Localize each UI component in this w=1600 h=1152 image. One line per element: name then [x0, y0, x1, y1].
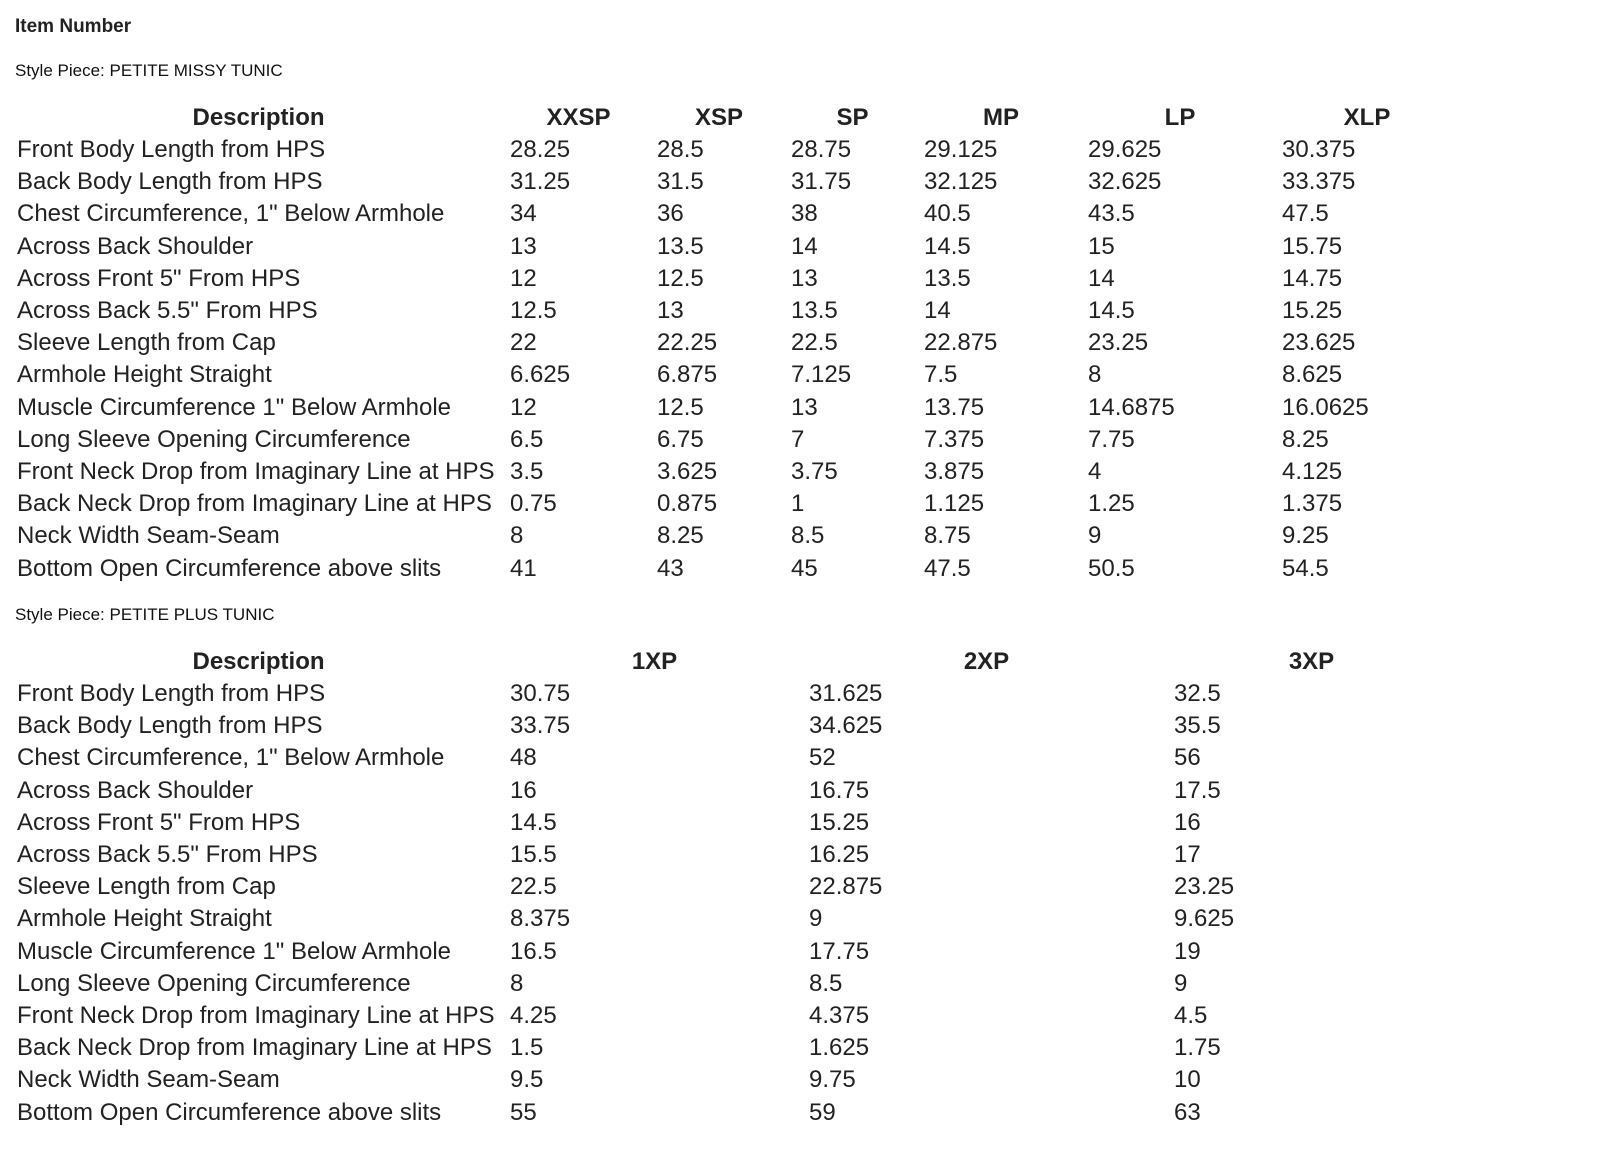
measurement-value: 14.75: [1282, 264, 1343, 292]
measurement-description: Bottom Open Circumference above slits: [17, 1098, 442, 1126]
measurement-value: 28.75: [791, 136, 852, 164]
measurement-value: 13: [510, 232, 537, 260]
table-row: [12, 263, 1457, 295]
column-header-size: XSP: [694, 104, 744, 131]
table-row: [12, 198, 1457, 230]
measurement-value: 48: [510, 744, 537, 772]
measurement-value: 9.25: [1282, 522, 1329, 550]
measurement-value: 40.5: [924, 200, 971, 228]
measurement-value: 4.375: [809, 1001, 870, 1029]
column-header-size: 3XP: [1288, 648, 1335, 675]
measurement-description: Back Neck Drop from Imaginary Line at HPS: [17, 490, 492, 518]
column-header-size: 2XP: [963, 648, 1010, 675]
measurement-value: 54.5: [1282, 554, 1329, 582]
measurement-value: 14: [924, 297, 951, 325]
measurement-description: Armhole Height Straight: [17, 361, 272, 389]
table-row: [12, 807, 1454, 839]
table-row: [12, 424, 1457, 456]
measurement-value: 31.625: [809, 680, 883, 708]
measurement-value: 4.5: [1174, 1001, 1208, 1029]
measurement-value: 43.5: [1088, 200, 1135, 228]
measurement-value: 14: [1088, 264, 1115, 292]
measurement-value: 13: [791, 393, 818, 421]
measurement-value: 23.25: [1088, 329, 1149, 357]
table-row: [12, 456, 1457, 488]
column-header-size: MP: [983, 104, 1019, 131]
measurement-value: 8.375: [510, 905, 571, 933]
measurement-value: 32.125: [924, 168, 998, 196]
measurement-value: 1.375: [1282, 490, 1343, 518]
table-row: [12, 359, 1457, 391]
measurement-value: 9: [809, 905, 823, 933]
measurement-description: Muscle Circumference 1" Below Armhole: [17, 937, 452, 965]
measurement-value: 16.0625: [1282, 393, 1369, 421]
measurement-value: 63: [1174, 1098, 1201, 1126]
measurement-description: Back Body Length from HPS: [17, 712, 323, 740]
table-row: [12, 936, 1454, 968]
measurement-description: Front Neck Drop from Imaginary Line at HPS: [17, 1001, 495, 1029]
measurement-value: 33.75: [510, 712, 571, 740]
table-header-row: [12, 100, 1457, 134]
measurement-value: 1.625: [809, 1034, 870, 1062]
measurement-value: 45: [791, 554, 818, 582]
measurement-value: 38: [791, 200, 818, 228]
measurement-value: 43: [657, 554, 684, 582]
table-row: [12, 134, 1457, 166]
measurement-description: Chest Circumference, 1" Below Armhole: [17, 200, 445, 228]
measurement-value: 7.125: [791, 361, 852, 389]
measurement-value: 34: [510, 200, 537, 228]
measurement-value: 1: [791, 490, 805, 518]
table-row: [12, 742, 1454, 774]
measurement-description: Neck Width Seam-Seam: [17, 522, 280, 550]
measurement-value: 12: [510, 393, 537, 421]
measurement-value: 23.25: [1174, 873, 1235, 901]
measurement-value: 41: [510, 554, 537, 582]
measurement-value: 14.6875: [1088, 393, 1175, 421]
measurement-description: Long Sleeve Opening Circumference: [17, 969, 411, 997]
measurement-value: 9: [1088, 522, 1102, 550]
measurement-value: 14.5: [1088, 297, 1135, 325]
measurement-value: 7: [791, 425, 805, 453]
measurement-value: 16.25: [809, 841, 870, 869]
column-header-description: Description: [192, 104, 325, 131]
item-number-heading: Item Number: [15, 16, 132, 37]
measurement-value: 22.5: [791, 329, 838, 357]
measurement-description: Muscle Circumference 1" Below Armhole: [17, 393, 452, 421]
table-row: [12, 231, 1457, 263]
measurement-value: 16.75: [809, 776, 870, 804]
measurement-value: 12.5: [657, 393, 704, 421]
measurement-value: 34.625: [809, 712, 883, 740]
table-row: [12, 775, 1454, 807]
measurement-value: 30.75: [510, 680, 571, 708]
measurement-value: 15.25: [809, 808, 870, 836]
table-row: [12, 871, 1454, 903]
table-row: [12, 488, 1457, 520]
measurement-value: 14.5: [510, 808, 557, 836]
table-row: [12, 1096, 1454, 1128]
measurement-description: Neck Width Seam-Seam: [17, 1066, 280, 1094]
measurement-value: 6.625: [510, 361, 571, 389]
measurement-description: Front Neck Drop from Imaginary Line at HPS: [17, 457, 495, 485]
measurement-value: 22.25: [657, 329, 718, 357]
measurement-value: 9.5: [510, 1066, 544, 1094]
measurement-value: 31.25: [510, 168, 571, 196]
measurement-value: 59: [809, 1098, 836, 1126]
measurement-value: 8.25: [1282, 425, 1329, 453]
measurement-value: 33.375: [1282, 168, 1356, 196]
measurement-value: 14: [791, 232, 818, 260]
measurement-value: 23.625: [1282, 329, 1356, 357]
measurement-value: 19: [1174, 937, 1201, 965]
table-row: [12, 839, 1454, 871]
measurement-value: 17.75: [809, 937, 870, 965]
measurement-value: 13.5: [791, 297, 838, 325]
measurement-value: 17: [1174, 841, 1201, 869]
measurement-description: Across Back 5.5" From HPS: [17, 841, 318, 869]
table-row: [12, 392, 1457, 424]
column-header-size: XLP: [1343, 104, 1391, 131]
measurement-value: 8.25: [657, 522, 704, 550]
measurement-value: 9.625: [1174, 905, 1235, 933]
measurement-value: 13.75: [924, 393, 985, 421]
measurement-value: 12.5: [510, 297, 557, 325]
measurement-value: 14.5: [924, 232, 971, 260]
measurement-value: 35.5: [1174, 712, 1221, 740]
column-header-description: Description: [192, 648, 325, 675]
measurement-value: 1.75: [1174, 1034, 1221, 1062]
table-row: [12, 552, 1457, 584]
measurement-description: Back Body Length from HPS: [17, 168, 323, 196]
measurement-value: 13: [791, 264, 818, 292]
measurement-value: 13.5: [657, 232, 704, 260]
measurement-value: 16.5: [510, 937, 557, 965]
measurement-value: 9: [1174, 969, 1188, 997]
measurement-value: 32.5: [1174, 680, 1221, 708]
measurement-value: 52: [809, 744, 836, 772]
measurement-value: 15.25: [1282, 297, 1343, 325]
measurement-value: 32.625: [1088, 168, 1162, 196]
measurement-value: 6.875: [657, 361, 718, 389]
measurement-description: Armhole Height Straight: [17, 905, 272, 933]
column-header-size: LP: [1164, 104, 1196, 131]
measurement-value: 22.875: [924, 329, 998, 357]
measurement-value: 56: [1174, 744, 1201, 772]
measurement-value: 4.25: [510, 1001, 557, 1029]
table-row: [12, 903, 1454, 935]
size-spec-table-missy: [12, 100, 1457, 585]
measurement-value: 7.5: [924, 361, 958, 389]
measurement-description: Across Front 5" From HPS: [17, 808, 301, 836]
measurement-value: 36: [657, 200, 684, 228]
measurement-value: 31.75: [791, 168, 852, 196]
measurement-value: 7.375: [924, 425, 985, 453]
measurement-value: 8.625: [1282, 361, 1343, 389]
measurement-description: Chest Circumference, 1" Below Armhole: [17, 744, 445, 772]
measurement-value: 16: [1174, 808, 1201, 836]
measurement-value: 9.75: [809, 1066, 856, 1094]
measurement-value: 17.5: [1174, 776, 1221, 804]
table-row: [12, 520, 1457, 552]
measurement-value: 3.5: [510, 457, 544, 485]
measurement-description: Front Body Length from HPS: [17, 680, 326, 708]
measurement-value: 15.5: [510, 841, 557, 869]
measurement-value: 8: [510, 522, 524, 550]
measurement-description: Long Sleeve Opening Circumference: [17, 425, 411, 453]
column-header-size: XXSP: [546, 104, 611, 131]
measurement-value: 22.875: [809, 873, 883, 901]
style-piece-label-plus: Style Piece: PETITE PLUS TUNIC: [15, 605, 275, 624]
measurement-value: 47.5: [1282, 200, 1329, 228]
measurement-value: 8: [1088, 361, 1102, 389]
measurement-description: Sleeve Length from Cap: [17, 329, 276, 357]
measurement-value: 8.5: [809, 969, 843, 997]
measurement-value: 28.25: [510, 136, 571, 164]
table-row: [12, 295, 1457, 327]
measurement-value: 29.625: [1088, 136, 1162, 164]
measurement-description: Back Neck Drop from Imaginary Line at HPS: [17, 1034, 492, 1062]
measurement-description: Across Front 5" From HPS: [17, 264, 301, 292]
measurement-value: 12.5: [657, 264, 704, 292]
measurement-description: Across Back Shoulder: [17, 776, 254, 804]
table-header-row: [12, 644, 1454, 678]
measurement-value: 0.875: [657, 490, 718, 518]
measurement-value: 1.125: [924, 490, 985, 518]
measurement-value: 4.125: [1282, 457, 1343, 485]
measurement-description: Bottom Open Circumference above slits: [17, 554, 442, 582]
table-row: [12, 1064, 1454, 1096]
measurement-value: 4: [1088, 457, 1102, 485]
column-header-size: 1XP: [631, 648, 678, 675]
table-row: [12, 710, 1454, 742]
measurement-value: 8: [510, 969, 524, 997]
measurement-value: 30.375: [1282, 136, 1356, 164]
measurement-value: 31.5: [657, 168, 704, 196]
measurement-value: 29.125: [924, 136, 998, 164]
size-spec-table-plus: [12, 644, 1454, 1129]
measurement-value: 8.5: [791, 522, 825, 550]
measurement-description: Front Body Length from HPS: [17, 136, 326, 164]
measurement-value: 15.75: [1282, 232, 1343, 260]
measurement-value: 13: [657, 297, 684, 325]
measurement-value: 15: [1088, 232, 1115, 260]
measurement-value: 22.5: [510, 873, 557, 901]
measurement-value: 13.5: [924, 264, 971, 292]
measurement-value: 47.5: [924, 554, 971, 582]
measurement-value: 28.5: [657, 136, 704, 164]
measurement-value: 3.75: [791, 457, 838, 485]
style-piece-label-missy: Style Piece: PETITE MISSY TUNIC: [15, 61, 283, 80]
measurement-description: Sleeve Length from Cap: [17, 873, 276, 901]
measurement-value: 50.5: [1088, 554, 1135, 582]
table-row: [12, 166, 1457, 198]
column-header-size: SP: [836, 104, 869, 131]
table-row: [12, 327, 1457, 359]
measurement-value: 16: [510, 776, 537, 804]
measurement-value: 6.5: [510, 425, 544, 453]
measurement-value: 3.625: [657, 457, 718, 485]
measurement-value: 3.875: [924, 457, 985, 485]
measurement-value: 1.25: [1088, 490, 1135, 518]
measurement-value: 1.5: [510, 1034, 544, 1062]
table-row: [12, 1000, 1454, 1032]
measurement-value: 6.75: [657, 425, 704, 453]
measurement-value: 8.75: [924, 522, 971, 550]
measurement-value: 12: [510, 264, 537, 292]
measurement-value: 22: [510, 329, 537, 357]
measurement-value: 55: [510, 1098, 537, 1126]
table-row: [12, 1032, 1454, 1064]
measurement-description: Across Back Shoulder: [17, 232, 254, 260]
measurement-value: 0.75: [510, 490, 557, 518]
measurement-value: 10: [1174, 1066, 1201, 1094]
table-row: [12, 678, 1454, 710]
measurement-description: Across Back 5.5" From HPS: [17, 297, 318, 325]
measurement-value: 7.75: [1088, 425, 1135, 453]
table-row: [12, 968, 1454, 1000]
